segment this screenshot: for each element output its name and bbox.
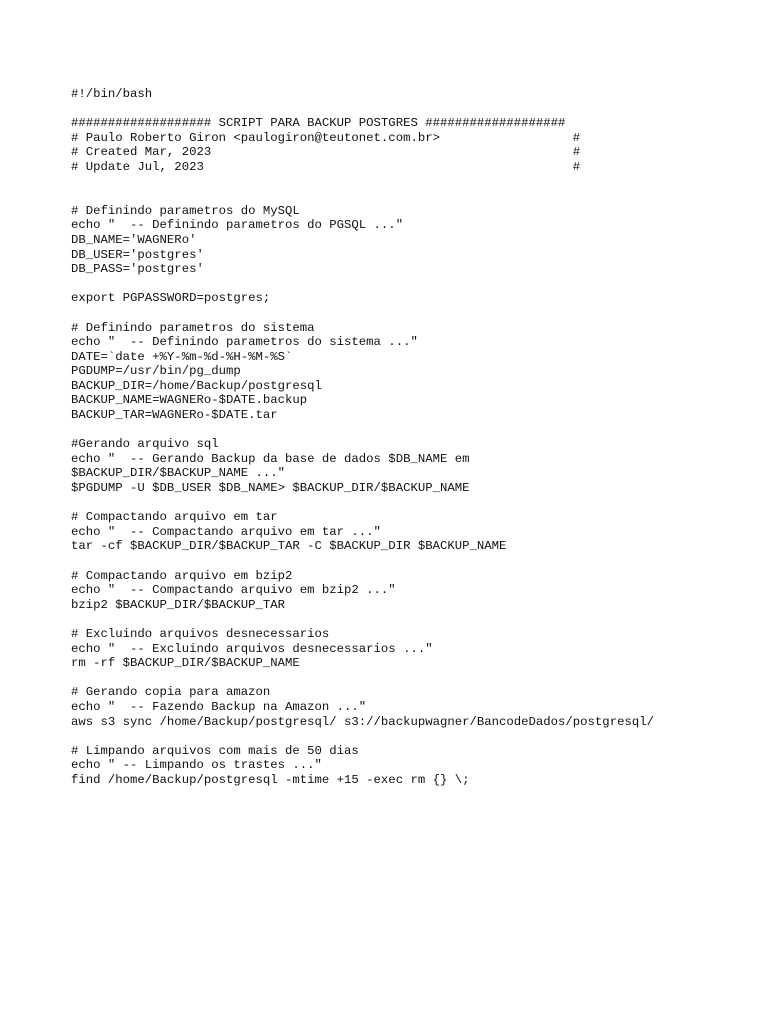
- script-line: # Definindo parametros do sistema: [71, 320, 315, 335]
- script-line: # Definindo parametros do MySQL: [71, 203, 300, 218]
- script-line: aws s3 sync /home/Backup/postgresql/ s3://backupwagner/BancodeDados/postgresql/: [71, 714, 654, 729]
- script-line: echo " -- Definindo parametros do sistema ...": [71, 335, 418, 350]
- script-line: # Limpando arquivos com mais de 50 dias: [71, 743, 359, 758]
- script-line: ################### SCRIPT PARA BACKUP POSTGRES ###################: [71, 116, 566, 131]
- bash-script-text: [71, 87, 761, 788]
- script-line: rm -rf $BACKUP_DIR/$BACKUP_NAME: [71, 656, 300, 671]
- script-line: echo " -- Limpando os trastes ...": [71, 758, 322, 773]
- script-line: echo " -- Compactando arquivo em tar ...": [71, 524, 381, 539]
- script-line: BACKUP_TAR=WAGNERo-$DATE.tar: [71, 408, 278, 423]
- script-line: [71, 175, 761, 190]
- script-line: $BACKUP_DIR/$BACKUP_NAME ...": [71, 466, 286, 481]
- script-line: [71, 671, 761, 686]
- script-line: DB_NAME='WAGNERo': [71, 232, 197, 247]
- script-line: echo " -- Definindo parametros do PGSQL ...": [71, 218, 404, 233]
- script-line: export PGPASSWORD=postgres;: [71, 291, 271, 306]
- script-line: [71, 277, 761, 292]
- script-line: #!/bin/bash: [71, 87, 153, 101]
- script-line: DB_USER='postgres': [71, 247, 204, 262]
- script-line: DATE=`date +%Y-%m-%d-%H-%M-%S`: [71, 349, 293, 364]
- script-line: # Excluindo arquivos desnecessarios: [71, 626, 330, 641]
- script-line: # Compactando arquivo em tar: [71, 510, 278, 525]
- script-line: tar -cf $BACKUP_DIR/$BACKUP_TAR -C $BACKUP_DIR $BACKUP_NAME: [71, 539, 507, 554]
- script-line: # Created Mar, 2023 #: [71, 145, 581, 160]
- script-line: [71, 189, 761, 204]
- script-line: # Gerando copia para amazon: [71, 685, 271, 700]
- script-line: $PGDUMP -U $DB_USER $DB_NAME> $BACKUP_DIR/$BACKUP_NAME: [71, 481, 470, 496]
- script-line: echo " -- Gerando Backup da base de dados $DB_NAME em: [71, 451, 470, 466]
- script-line: [71, 729, 761, 744]
- script-line: #Gerando arquivo sql: [71, 437, 219, 452]
- script-line: BACKUP_NAME=WAGNERo-$DATE.backup: [71, 393, 308, 408]
- script-line: [71, 554, 761, 569]
- script-line: echo " -- Compactando arquivo em bzip2 ...": [71, 583, 396, 598]
- script-line: [71, 496, 761, 511]
- script-line: echo " -- Excluindo arquivos desnecessarios ...": [71, 641, 433, 656]
- script-line: echo " -- Fazendo Backup na Amazon ...": [71, 699, 367, 714]
- script-line: [71, 612, 761, 627]
- script-line: [71, 102, 761, 117]
- script-line: [71, 423, 761, 438]
- script-line: [71, 306, 761, 321]
- script-line: bzip2 $BACKUP_DIR/$BACKUP_TAR: [71, 597, 286, 612]
- script-line: find /home/Backup/postgresql -mtime +15 -exec rm {} \;: [71, 772, 470, 787]
- script-line: PGDUMP=/usr/bin/pg_dump: [71, 364, 241, 379]
- script-line: BACKUP_DIR=/home/Backup/postgresql: [71, 378, 322, 393]
- script-line: # Compactando arquivo em bzip2: [71, 568, 293, 583]
- script-line: DB_PASS='postgres': [71, 262, 204, 277]
- script-line: # Update Jul, 2023 #: [71, 159, 581, 174]
- script-line: # Paulo Roberto Giron <paulogiron@teutonet.com.br> #: [71, 130, 581, 145]
